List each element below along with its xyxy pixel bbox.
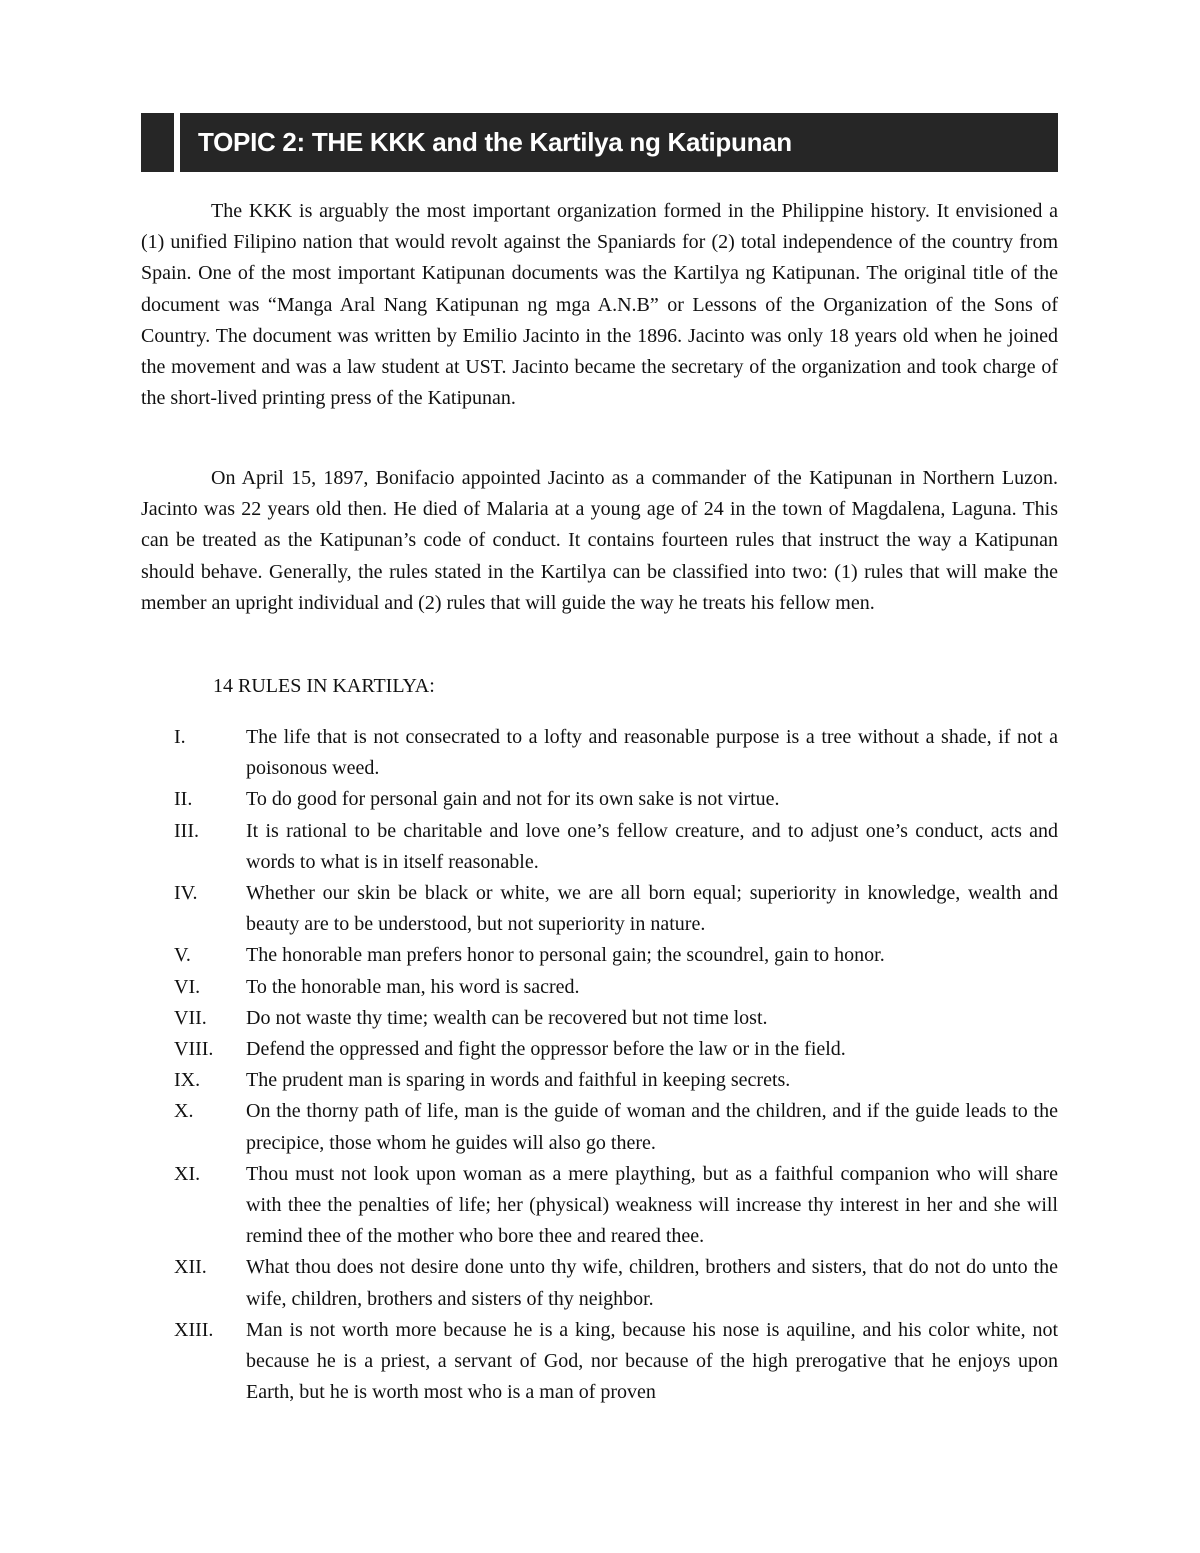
rule-item [141, 1034, 1058, 1065]
rule-number: X. [174, 1100, 194, 1123]
rule-text: It is rational to be charitable and love one’s fellow creature, and to adjust one’s conduct, acts and words to what is in itself reasonable. [246, 819, 1058, 873]
rule-number: II. [174, 788, 193, 811]
rule-text: Man is not worth more because he is a king, because his nose is aquiline, and his color white, not because he is a priest, a servant of God, nor because of the high prerogative that he enjoys upon Earth, but he is worth most who is a man of proven [246, 1318, 1058, 1404]
rule-number: VI. [174, 975, 201, 998]
rule-text: Whether our skin be black or white, we are all born equal; superiority in knowledge, wealth and beauty are to be understood, but not superiority in nature. [246, 882, 1058, 936]
rule-number: XII. [174, 1256, 207, 1279]
topic-banner [141, 113, 1058, 172]
banner-bar [180, 113, 1058, 172]
rule-number: IV. [174, 882, 198, 905]
rule-number: IX. [174, 1069, 201, 1092]
rule-number: XIII. [174, 1318, 214, 1341]
intro-paragraph: The KKK is arguably the most important organization formed in the Philippine history. It envisioned a (1) unified Filipino nation that would revolt against the Spaniards for (2) total independence of the country from Spain. One of the most important Katipunan documents was the Kartilya ng Katipunan. The original title of the document was “Manga Aral Nang Katipunan ng mga A.N.B” or Lessons of the Organization of the Sons of Country. The document was written by Emilio Jacinto in the 1896. Jacinto was only 18 years old when he joined the movement and was a law student at UST. Jacinto became the secretary of the organization and took charge of the short-lived printing press of the Katipunan. [141, 200, 1058, 410]
rule-text: Defend the oppressed and fight the oppressor before the law or in the field. [246, 1038, 846, 1061]
rules-list [141, 722, 1058, 1408]
rule-number: I. [174, 726, 186, 748]
topic-title: TOPIC 2: THE KKK and the Kartilya ng Katipunan [198, 127, 792, 157]
rule-text: On the thorny path of life, man is the guide of woman and the children, and if the guide leads to the precipice, those whom he guides will also go there. [246, 1100, 1058, 1154]
rule-text: The life that is not consecrated to a lofty and reasonable purpose is a tree without a shade, if not a poisonous weed. [246, 726, 1058, 780]
rule-number: VIII. [174, 1038, 214, 1061]
rule-number: VII. [174, 1006, 207, 1029]
rule-text: What thou does not desire done unto thy wife, children, brothers and sisters, that do not do unto the wife, children, brothers and sisters of thy neighbor. [246, 1256, 1058, 1310]
jacinto-paragraph: On April 15, 1897, Bonifacio appointed Jacinto as a commander of the Katipunan in Northern Luzon. Jacinto was 22 years old then. He died of Malaria at a young age of 24 in the town of Magdalena, Laguna. This can be treated as the Katipunan’s code of conduct. It contains fourteen rules that instruct the way a Katipunan should behave. Generally, the rules stated in the Kartilya can be classified into two: (1) rules that will make the member an upright individual and (2) rules that will guide the way he treats his fellow men. [141, 467, 1058, 614]
rule-item [141, 940, 1058, 971]
rule-item [141, 1003, 1058, 1034]
rule-item [141, 1315, 1058, 1409]
rule-text: Do not waste thy time; wealth can be recovered but not time lost. [246, 1006, 768, 1029]
rule-item [141, 784, 1058, 815]
rule-number: III. [174, 819, 199, 842]
rule-item [141, 1159, 1058, 1253]
rule-item [141, 1096, 1058, 1158]
rule-text: To the honorable man, his word is sacred. [246, 975, 580, 998]
rule-text: The prudent man is sparing in words and faithful in keeping secrets. [246, 1069, 791, 1092]
rule-item [141, 816, 1058, 878]
rule-text: The honorable man prefers honor to personal gain; the scoundrel, gain to honor. [246, 944, 885, 967]
rule-item [141, 1252, 1058, 1314]
rule-item [141, 972, 1058, 1003]
rule-item [141, 1065, 1058, 1096]
rule-item [141, 878, 1058, 940]
rules-heading: 14 RULES IN KARTILYA: [213, 675, 435, 697]
rule-text: To do good for personal gain and not for its own sake is not virtue. [246, 788, 780, 811]
banner-accent-block [141, 113, 174, 172]
rule-number: V. [174, 944, 191, 967]
rule-number: XI. [174, 1162, 201, 1185]
rule-item [141, 722, 1058, 784]
rule-text: Thou must not look upon woman as a mere plaything, but as a faithful companion who will share with thee the penalties of life; her (physical) weakness will increase thy interest in her and she will remind thee of the mother who bore thee and reared thee. [246, 1162, 1058, 1248]
